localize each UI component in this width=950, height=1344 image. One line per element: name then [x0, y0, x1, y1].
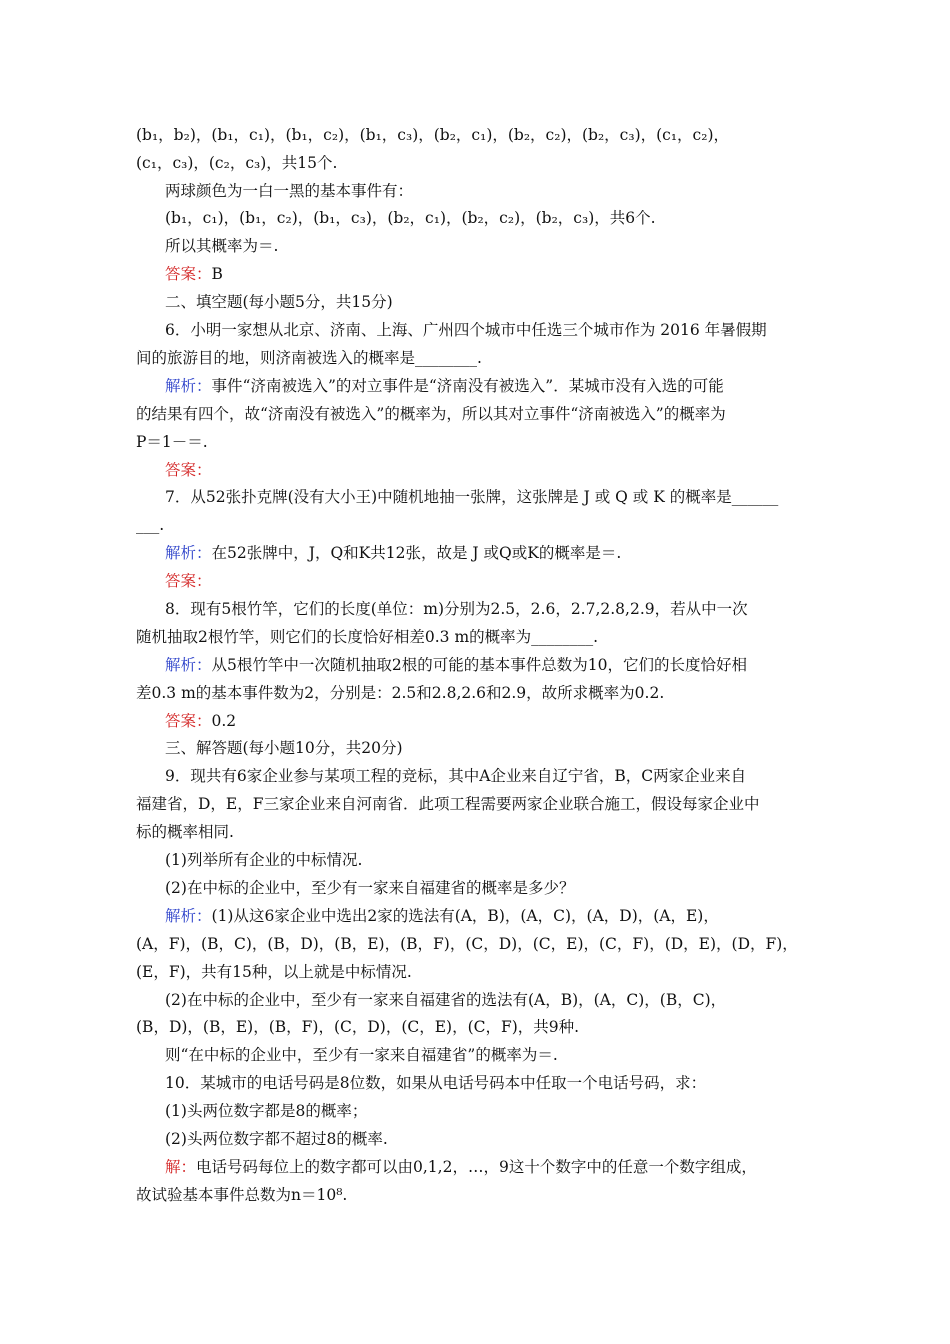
- analysis-line: 解析：事件“济南被选入”的对立事件是“济南没有被选入”．某城市没有入选的可能: [165, 377, 724, 395]
- text-line: 差0.3 m的基本事件数为2，分别是：2.5和2.8,2.6和2.9，故所求概率为0.2.: [136, 684, 665, 702]
- text-line: 6．小明一家想从北京、济南、上海、广州四个城市中任选三个城市作为 2016 年暑假期: [165, 321, 767, 339]
- text-line: (c₁，c₃)，(c₂，c₃)，共15个.: [136, 154, 338, 172]
- answer-label: 答案：: [165, 265, 212, 283]
- text-line: (1)头两位数字都是8的概率；: [165, 1102, 368, 1120]
- text-line: 的结果有四个，故“济南没有被选入”的概率为，所以其对立事件“济南被选入”的概率为: [136, 405, 726, 423]
- text-line: 故试验基本事件总数为n＝10⁸.: [136, 1186, 348, 1204]
- answer-label: 答案：: [165, 572, 212, 590]
- text-line: 随机抽取2根竹竿，则它们的长度恰好相差0.3 m的概率为________.: [136, 628, 599, 646]
- answer-label: 答案：: [165, 712, 212, 730]
- text-line: (B，D)，(B，E)，(B，F)，(C，D)，(C，E)，(C，F)，共9种.: [136, 1018, 580, 1036]
- solution-label: 解：: [165, 1158, 197, 1176]
- text-line: (E，F)，共有15种，以上就是中标情况.: [136, 963, 412, 981]
- text-line: 7．从52张扑克牌(没有大小王)中随机地抽一张牌，这张牌是 J 或 Q 或 K 的概率是______: [165, 488, 779, 506]
- text-line: 10．某城市的电话号码是8位数，如果从电话号码本中任取一个电话号码，求：: [165, 1074, 707, 1092]
- text-line: (1)列举所有企业的中标情况.: [165, 851, 363, 869]
- text-line: P＝1－＝.: [136, 433, 208, 451]
- text-line: 间的旅游目的地，则济南被选入的概率是________.: [136, 349, 482, 367]
- answer-label: 答案：: [165, 461, 212, 479]
- text-line: 9．现共有6家企业参与某项工程的竞标，其中A企业来自辽宁省，B，C两家企业来自: [165, 767, 747, 785]
- answer-line: 答案：B: [165, 265, 223, 283]
- section-heading: 三、解答题(每小题10分，共20分): [165, 739, 403, 757]
- text-line: 标的概率相同.: [136, 823, 234, 841]
- text-line: ___.: [136, 516, 165, 534]
- answer-line: [165, 571, 212, 591]
- text-line: (2)在中标的企业中，至少有一家来自福建省的选法有(A，B)，(A，C)，(B，C)，: [165, 991, 727, 1009]
- text-line: (b₁，c₁)，(b₁，c₂)，(b₁，c₃)，(b₂，c₁)，(b₂，c₂)，(b₂，c₃)，共6个.: [165, 209, 656, 227]
- analysis-label: 解析：: [165, 656, 212, 674]
- answer-line: 答案：0.2: [165, 712, 237, 730]
- text-line: (2)在中标的企业中，至少有一家来自福建省的概率是多少？: [165, 879, 575, 897]
- text-line: 福建省，D，E，F三家企业来自河南省．此项工程需要两家企业联合施工，假设每家企业中: [136, 795, 760, 813]
- text-line: (2)头两位数字都不超过8的概率.: [165, 1130, 388, 1148]
- text-line: 两球颜色为一白一黑的基本事件有：: [165, 182, 414, 200]
- analysis-line: 解析：(1)从这6家企业中选出2家的选法有(A，B)，(A，C)，(A，D)，(A，E)，: [165, 907, 719, 925]
- text-line: 8．现有5根竹竿，它们的长度(单位：m)分别为2.5，2.6，2.7,2.8,2.9，若从中一次: [165, 600, 748, 618]
- analysis-line: 解析：从5根竹竿中一次随机抽取2根的可能的基本事件总数为10，它们的长度恰好相: [165, 656, 747, 674]
- solution-line: 解：电话号码每位上的数字都可以由0,1,2，…，9这十个数字中的任意一个数字组成，: [165, 1158, 757, 1176]
- text-line: (b₁，b₂)，(b₁，c₁)，(b₁，c₂)，(b₁，c₃)，(b₂，c₁)，(b₂，c₂)，(b₂，c₃)，(c₁，c₂)，: [136, 126, 729, 144]
- text-line: 所以其概率为＝.: [165, 237, 279, 255]
- text-line: 则“在中标的企业中，至少有一家来自福建省”的概率为＝.: [165, 1046, 558, 1064]
- analysis-label: 解析：: [165, 907, 212, 925]
- analysis-line: 解析：在52张牌中，J，Q和K共12张，故是 J 或Q或K的概率是＝.: [165, 544, 622, 562]
- section-heading: 二、填空题(每小题5分，共15分): [165, 293, 393, 311]
- analysis-label: 解析：: [165, 544, 212, 562]
- answer-line: [165, 460, 212, 480]
- text-line: (A，F)，(B，C)，(B，D)，(B，E)，(B，F)，(C，D)，(C，E)，(C，F)，(D，E)，(D，F)，: [136, 935, 798, 953]
- analysis-label: 解析：: [165, 377, 212, 395]
